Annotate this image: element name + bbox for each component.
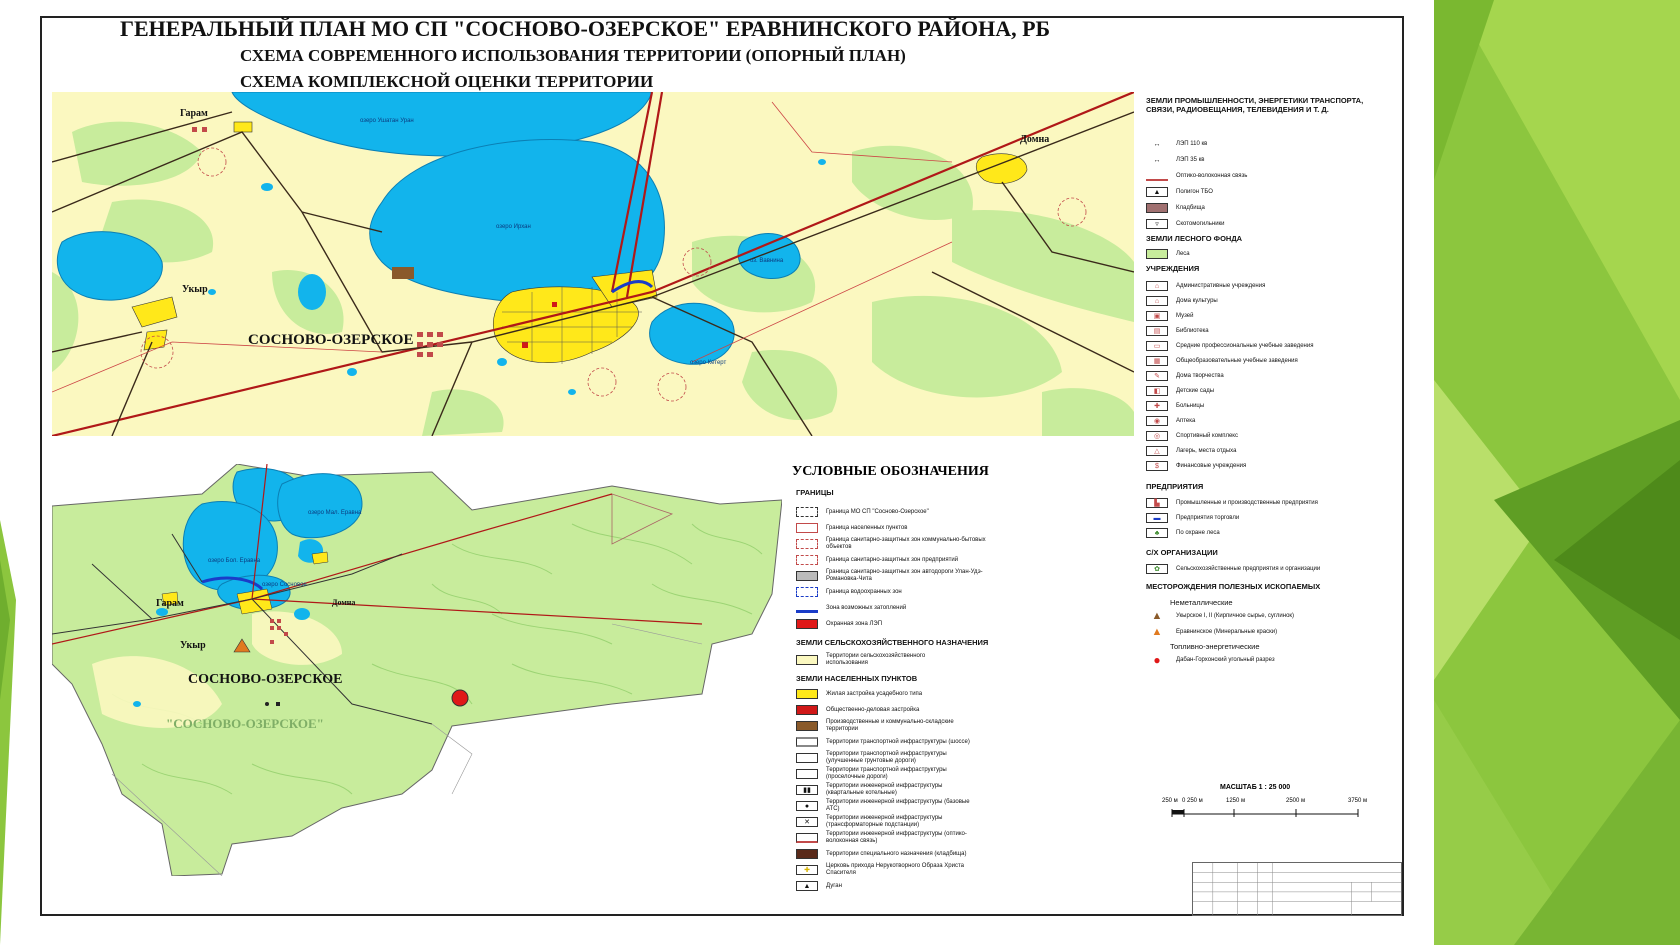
legend-swatch bbox=[796, 833, 818, 843]
legend-item: Территории специального назначения (кладбища) bbox=[796, 848, 996, 860]
scale-bar bbox=[1162, 784, 1368, 824]
legend-swatch bbox=[796, 753, 818, 763]
church-icon: ✚ bbox=[796, 865, 818, 875]
top-lake-label-2: озеро Ирхан bbox=[496, 224, 531, 230]
creativity-icon: ✎ bbox=[1146, 371, 1168, 381]
legend-item: ▲ Полигон ТБО bbox=[1146, 186, 1213, 198]
legend-item: Территории сельскохозяйственного использования bbox=[796, 654, 996, 666]
landfill-icon: ▲ bbox=[1146, 187, 1168, 197]
legend-swatch bbox=[796, 619, 818, 629]
legend-swatch bbox=[1146, 171, 1168, 181]
scale-title: МАСШТАБ 1 : 25 000 bbox=[1220, 784, 1291, 791]
powerline-icon: ↔ bbox=[1153, 156, 1161, 164]
legend-item: ⌂ Административные учреждения bbox=[1146, 280, 1265, 292]
legend-swatch bbox=[796, 769, 818, 779]
legend-swatch bbox=[796, 689, 818, 699]
legend-item: ▮▮ Территории инженерной инфраструктуры (квартальные котельные) bbox=[796, 784, 996, 796]
deposit-icon: ▲ bbox=[1151, 626, 1163, 638]
bottom-label-sosnovo: СОСНОВО-ОЗЕРСКОЕ bbox=[188, 672, 343, 687]
farm-icon: ✿ bbox=[1146, 564, 1168, 574]
legend-item: Граница санитарно-защитных зон предприятий bbox=[796, 554, 996, 566]
bottom-map bbox=[52, 464, 782, 876]
museum-icon: ▣ bbox=[1146, 311, 1168, 321]
legend-swatch bbox=[796, 721, 818, 731]
finance-icon: $ bbox=[1146, 461, 1168, 471]
school-icon: ▦ bbox=[1146, 356, 1168, 366]
legend-item: Зона возможных затоплений bbox=[796, 602, 906, 614]
legend-item: ◧ Детские сады bbox=[1146, 385, 1214, 397]
map-main-title: ГЕНЕРАЛЬНЫЙ ПЛАН МО СП "СОСНОВО-ОЗЕРСКОЕ" ЕРАВНИНСКОГО РАЙОНА, РБ bbox=[120, 16, 1051, 41]
title-block bbox=[1192, 862, 1402, 916]
legend-item: ▲ Дуган bbox=[796, 880, 842, 892]
legend-heading: ЗЕМЛИ СЕЛЬСКОХОЗЯЙСТВЕННОГО НАЗНАЧЕНИЯ bbox=[796, 638, 989, 647]
industry-icon: ▙ bbox=[1146, 498, 1168, 508]
burial-icon: ▿ bbox=[1146, 219, 1168, 229]
top-label-domna: Домна bbox=[1020, 134, 1050, 145]
legend-swatch bbox=[796, 737, 818, 747]
legend-title: УСЛОВНЫЕ ОБОЗНАЧЕНИЯ bbox=[792, 464, 989, 479]
scale-tick: 2500 м bbox=[1286, 798, 1306, 804]
legend-heading: МЕСТОРОЖДЕНИЯ ПОЛЕЗНЫХ ИСКОПАЕМЫХ bbox=[1146, 582, 1321, 591]
scale-tick: 1250 м bbox=[1226, 798, 1246, 804]
legend-heading: С/Х ОРГАНИЗАЦИИ bbox=[1146, 548, 1218, 557]
legend-swatch bbox=[796, 705, 818, 715]
legend-item: ▙ Промышленные и производственные предприятия bbox=[1146, 497, 1318, 509]
legend-item: Территории транспортной инфраструктуры (улучшенные грунтовые дороги) bbox=[796, 752, 996, 764]
legend-heading: ЗЕМЛИ ЛЕСНОГО ФОНДА bbox=[1146, 234, 1243, 243]
bottom-lake-label-1: озеро Мал. Еравна bbox=[308, 510, 362, 516]
legend-item: Граница населенных пунктов bbox=[796, 522, 907, 534]
legend-swatch bbox=[796, 571, 818, 581]
bottom-lake-label-3: озеро Сосновое bbox=[262, 582, 307, 588]
deposit-icon: ▲ bbox=[1151, 610, 1163, 622]
legend-item: Граница МО СП "Сосново-Озерское" bbox=[796, 506, 929, 518]
legend-item: ▭ Средние профессиональные учебные заведения bbox=[1146, 340, 1313, 352]
legend-item: Территории транспортной инфраструктуры (проселочные дороги) bbox=[796, 768, 996, 780]
legend-item: ◉ Аптека bbox=[1146, 415, 1195, 427]
scale-tick: 0 250 м bbox=[1182, 798, 1203, 804]
legend-subheading: Неметаллические bbox=[1170, 598, 1233, 607]
map-subtitle-2: СХЕМА КОМПЛЕКСНОЙ ОЦЕНКИ ТЕРРИТОРИИ bbox=[240, 72, 654, 91]
trade-icon: ▬ bbox=[1146, 513, 1168, 523]
legend-item: Кладбища bbox=[1146, 202, 1205, 214]
bottom-lake-label-2: озеро Бол. Еравна bbox=[208, 558, 261, 564]
culture-icon: ⌂ bbox=[1146, 296, 1168, 306]
scale-tick: 250 м bbox=[1162, 798, 1178, 804]
legend-item: Территории транспортной инфраструктуры (шоссе) bbox=[796, 736, 996, 748]
top-label-garam: Гарам bbox=[180, 108, 208, 119]
legend-swatch bbox=[796, 849, 818, 859]
right-decoration bbox=[1434, 0, 1680, 945]
legend-heading: ЗЕМЛИ ПРОМЫШЛЕННОСТИ, ЭНЕРГЕТИКИ ТРАНСПОРТА, СВЯЗИ, РАДИОВЕЩАНИЯ, ТЕЛЕВИДЕНИЯ И Т. Д. bbox=[1146, 96, 1364, 114]
legend-item: Охранная зона ЛЭП bbox=[796, 618, 882, 630]
bottom-label-domna: Домна bbox=[332, 598, 356, 607]
top-label-ukyr: Укыр bbox=[182, 284, 208, 295]
pharmacy-icon: ◉ bbox=[1146, 416, 1168, 426]
legend-item: $ Финансовые учреждения bbox=[1146, 460, 1246, 472]
legend-item: Граница водоохранных зон bbox=[796, 586, 902, 598]
legend-item: Жилая застройка усадебного типа bbox=[796, 688, 922, 700]
legend-heading: ГРАНИЦЫ bbox=[796, 488, 834, 497]
legend-swatch bbox=[1146, 249, 1168, 259]
scale-tick: 3750 м bbox=[1348, 798, 1368, 804]
top-lake-label-4: озеро Кетерт bbox=[690, 360, 727, 366]
scale-graphic bbox=[1168, 806, 1368, 822]
legend-item: ✚ Церковь прихода Нерукотворного Образа Христа Спасителя bbox=[796, 864, 996, 876]
legend-item: ● Дабан-Горхонский угольный разрез bbox=[1146, 654, 1275, 666]
legend-item: Территории инженерной инфраструктуры (оптико-волоконная связь) bbox=[796, 832, 996, 844]
legend-item: ✎ Дома творчества bbox=[1146, 370, 1224, 382]
legend-heading: ЗЕМЛИ НАСЕЛЕННЫХ ПУНКТОВ bbox=[796, 674, 918, 683]
sport-icon: ◎ bbox=[1146, 431, 1168, 441]
legend-item: ↔ ЛЭП 35 кв bbox=[1146, 154, 1204, 166]
coal-icon: ● bbox=[1153, 653, 1161, 667]
legend-item: ▤ Библиотека bbox=[1146, 325, 1209, 337]
legend-item: ✿ Сельскохозяйственные предприятия и организации bbox=[1146, 563, 1320, 575]
legend-item: ● Территории инженерной инфраструктуры (базовые АТС) bbox=[796, 800, 996, 812]
legend-item: Оптико-волоконная связь bbox=[1146, 170, 1247, 182]
map-subtitle-1: СХЕМА СОВРЕМЕННОГО ИСПОЛЬЗОВАНИЯ ТЕРРИТОРИИ (ОПОРНЫЙ ПЛАН) bbox=[240, 46, 906, 65]
admin-icon: ⌂ bbox=[1146, 281, 1168, 291]
legend-item: ▲ Еравнинское (Минеральные краски) bbox=[1146, 626, 1277, 638]
legend-item: ♣ По охране леса bbox=[1146, 527, 1220, 539]
kindergarten-icon: ◧ bbox=[1146, 386, 1168, 396]
legend-item: ▬ Предприятия торговли bbox=[1146, 512, 1239, 524]
legend-item: Общественно-деловая застройка bbox=[796, 704, 919, 716]
legend-item: ◎ Спортивный комплекс bbox=[1146, 430, 1238, 442]
legend-swatch: ● bbox=[796, 801, 818, 811]
legend-item: ↔ ЛЭП 110 кв bbox=[1146, 138, 1207, 150]
legend-swatch bbox=[796, 523, 818, 533]
legend-item: ▣ Музей bbox=[1146, 310, 1193, 322]
legend-swatch: ▮▮ bbox=[796, 785, 818, 795]
college-icon: ▭ bbox=[1146, 341, 1168, 351]
bottom-label-mo: "СОСНОВО-ОЗЕРСКОЕ" bbox=[166, 716, 324, 731]
top-map bbox=[52, 92, 1134, 436]
powerline-icon: ↔ bbox=[1153, 140, 1161, 148]
legend-item: △ Лагерь, места отдыха bbox=[1146, 445, 1236, 457]
legend-item: Граница санитарно-защитных зон автодороги Улан-Удэ-Романовка-Чита bbox=[796, 570, 996, 582]
camp-icon: △ bbox=[1146, 446, 1168, 456]
legend-item: ⌂ Дома культуры bbox=[1146, 295, 1218, 307]
hospital-icon: ✚ bbox=[1146, 401, 1168, 411]
top-label-sosnovo: СОСНОВО-ОЗЕРСКОЕ bbox=[248, 332, 414, 348]
legend-swatch bbox=[796, 603, 818, 613]
library-icon: ▤ bbox=[1146, 326, 1168, 336]
left-decoration bbox=[0, 0, 20, 945]
bottom-label-garam: Гарам bbox=[156, 598, 184, 609]
legend-item: ✚ Больницы bbox=[1146, 400, 1204, 412]
legend-swatch bbox=[796, 587, 818, 597]
legend-item: ▦ Общеобразовательные учебные заведения bbox=[1146, 355, 1298, 367]
bottom-label-ukyr: Укыр bbox=[180, 640, 206, 651]
legend-heading: УЧРЕЖДЕНИЯ bbox=[1146, 264, 1200, 273]
legend-subheading: Топливно-энергетические bbox=[1170, 642, 1260, 651]
legend-swatch bbox=[796, 655, 818, 665]
top-lake-label-1: озеро Ушатан Уран bbox=[360, 118, 414, 124]
legend-item: ▿ Скотомогильники bbox=[1146, 218, 1225, 230]
legend-item: ▲ Укырское I, II (Кирпичное сырье, суглинок) bbox=[1146, 610, 1294, 622]
legend-swatch bbox=[796, 507, 818, 517]
legend-swatch bbox=[796, 539, 818, 549]
legend-item: Леса bbox=[1146, 248, 1190, 260]
legend-item: Производственные и коммунально-складские территории bbox=[796, 720, 996, 732]
legend-heading: ПРЕДПРИЯТИЯ bbox=[1146, 482, 1204, 491]
legend-item: Граница санитарно-защитных зон коммунально-бытовых объектов bbox=[796, 538, 996, 550]
legend-item: ✕ Территории инженерной инфраструктуры (трансформаторные подстанции) bbox=[796, 816, 996, 828]
legend-swatch: ✕ bbox=[796, 817, 818, 827]
datsan-icon: ▲ bbox=[796, 881, 818, 891]
forestry-icon: ♣ bbox=[1146, 528, 1168, 538]
legend-swatch bbox=[796, 555, 818, 565]
top-lake-label-3: оз. Вавнина bbox=[750, 258, 784, 264]
legend-swatch bbox=[1146, 203, 1168, 213]
